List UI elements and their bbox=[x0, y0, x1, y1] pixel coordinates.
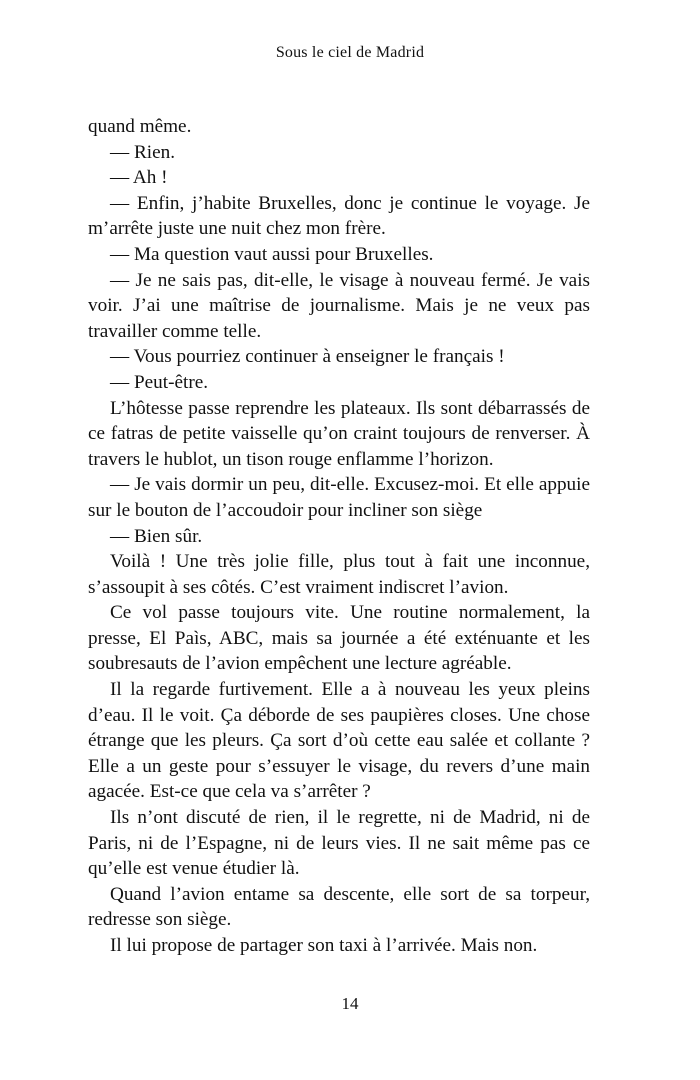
paragraph: — Je vais dormir un peu, dit-elle. Excusez-moi. Et elle appuie sur le bouton de l’accoudoir pour incliner son siège bbox=[88, 474, 590, 521]
body-text bbox=[88, 114, 590, 959]
paragraph: Il lui propose de partager son taxi à l’arrivée. Mais non. bbox=[110, 935, 538, 956]
paragraph: quand même. bbox=[88, 116, 192, 137]
paragraph: Quand l’avion entame sa descente, elle sort de sa torpeur, redresse son siège. bbox=[88, 883, 590, 931]
paragraph: — Ma question vaut aussi pour Bruxelles. bbox=[110, 243, 434, 265]
paragraph: Ce vol passe toujours vite. Une routine normalement, la presse, El Paìs, ABC, mais sa journée a été exténuante et les soubresauts de l’avion empêchent une lecture agréable. bbox=[88, 602, 590, 675]
paragraph: — Bien sûr. bbox=[110, 525, 203, 547]
paragraph: Voilà ! Une très jolie fille, plus tout à fait une inconnue, s’assoupit à ses côtés. C’est vraiment indiscret l’avion. bbox=[88, 551, 590, 598]
running-title: Sous le ciel de Madrid bbox=[275, 44, 425, 61]
paragraph: L’hôtesse passe reprendre les plateaux. Ils sont débarrassés de ce fatras de petite vaisselle qu’on craint toujours de renverser. À travers le hublot, un tison rouge enflamme l’horizon. bbox=[88, 397, 590, 470]
paragraph: — Enfin, j’habite Bruxelles, donc je continue le voyage. Je m’arrête juste une nuit chez mon frère. bbox=[88, 192, 590, 240]
paragraph: — Vous pourriez continuer à enseigner le français ! bbox=[110, 346, 505, 368]
paragraph: — Je ne sais pas, dit-elle, le visage à nouveau fermé. Je vais voir. J’ai une maîtrise de journalisme. Mais je ne veux pas travailler comme telle. bbox=[88, 269, 590, 342]
paragraph: — Ah ! bbox=[110, 167, 168, 189]
paragraph: — Peut-être. bbox=[110, 371, 209, 393]
paragraph: — Rien. bbox=[110, 141, 176, 163]
page-number: 14 bbox=[341, 994, 359, 1013]
paragraph: Ils n’ont discuté de rien, il le regrette, ni de Madrid, ni de Paris, ni de l’Espagne, ni de leurs vies. Il ne sait même pas ce qu’elle est venue étudier là. bbox=[88, 807, 590, 880]
paragraph: Il la regarde furtivement. Elle a à nouveau les yeux pleins d’eau. Il le voit. Ça déborde de ses paupières closes. Une chose étrange que les pleurs. Ça sort d’où cette eau salée et collante ? Elle a un geste pour s’essuyer le visage, du revers d’une main agacée. Est-ce que cela va s’arrêter ? bbox=[88, 679, 590, 803]
